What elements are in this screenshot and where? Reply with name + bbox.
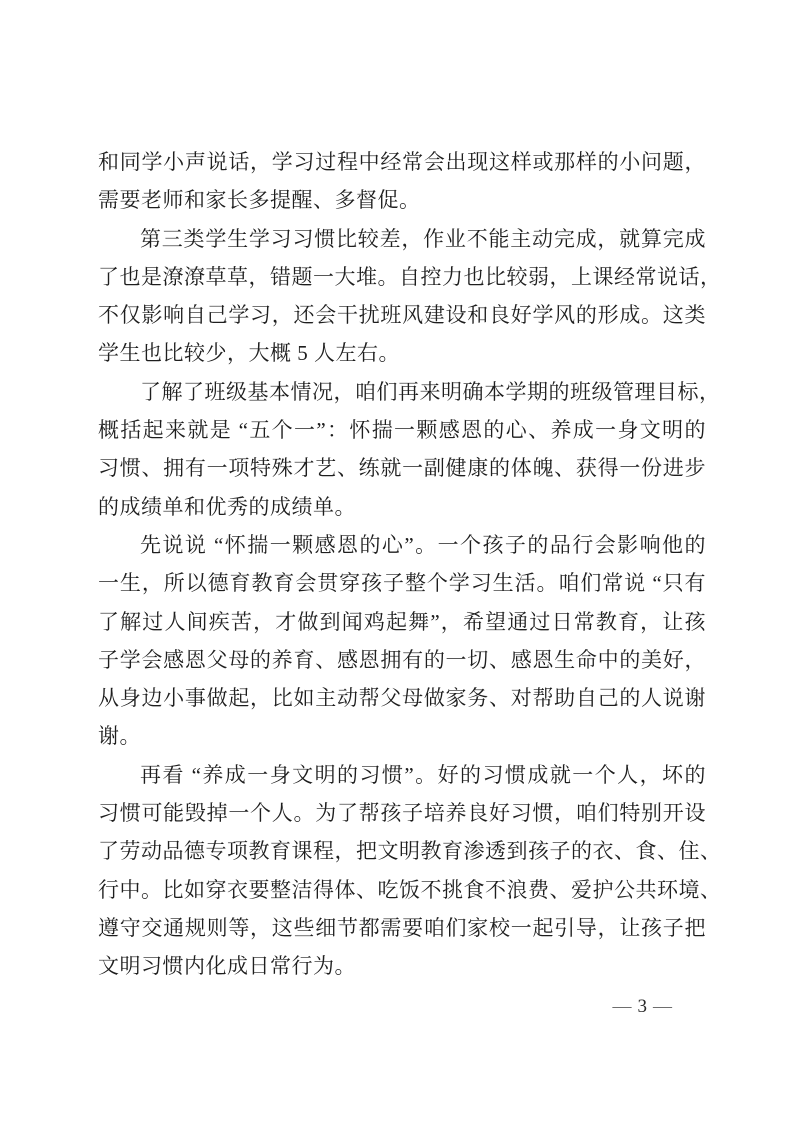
text-line: 学生也比较少，大概 5 人左右。 xyxy=(98,341,400,366)
paragraph xyxy=(98,220,722,373)
document-body xyxy=(98,143,722,986)
page-number-dash-left: — xyxy=(612,996,632,1017)
page-footer xyxy=(98,995,706,1019)
paragraph xyxy=(98,143,706,220)
paragraph xyxy=(98,526,706,756)
text-line: 不仅影响自己学习，还会干扰班风建设和良好学风的形成。这类 xyxy=(98,303,706,328)
text-line: 文明习惯内化成日常行为。 xyxy=(98,954,356,979)
text-line: 了解了班级基本情况，咱们再来明确本学期的班级管理目标， xyxy=(140,379,721,404)
text-line: 了劳动品德专项教育课程，把文明教育渗透到孩子的衣、食、住、 xyxy=(98,839,722,864)
page-number-dash-right: — xyxy=(653,996,672,1017)
text-line: 第三类学生学习习惯比较差，作业不能主动完成，就算完成 xyxy=(140,226,706,251)
text-line: 从身边小事做起，比如主动帮父母做家务、对帮助自己的人说谢 xyxy=(98,686,706,711)
paragraph xyxy=(98,373,721,526)
text-line: 了也是潦潦草草，错题一大堆。自控力也比较弱，上课经常说话， xyxy=(98,264,722,289)
text-line: 了解过人间疾苦，才做到闻鸡起舞”，希望通过日常教育，让孩 xyxy=(98,609,706,634)
text-line: 再看 “养成一身文明的习惯”。好的习惯成就一个人，坏的 xyxy=(140,762,706,787)
text-line: 的成绩单和优秀的成绩单。 xyxy=(98,494,356,519)
paragraph xyxy=(98,756,722,986)
text-line: 一生，所以德育教育会贯穿孩子整个学习生活。咱们常说 “只有 xyxy=(98,571,706,596)
text-line: 习惯、拥有一项特殊才艺、练就一副健康的体魄、获得一份进步 xyxy=(98,456,706,481)
page-number-value: 3 xyxy=(637,996,647,1017)
text-line: 遵守交通规则等，这些细节都需要咱们家校一起引导，让孩子把 xyxy=(98,915,706,940)
text-line: 习惯可能毁掉一个人。为了帮孩子培养良好习惯，咱们特别开设 xyxy=(98,801,706,826)
text-line: 子学会感恩父母的养育、感恩拥有的一切、感恩生命中的美好， xyxy=(98,647,706,672)
text-line: 概括起来就是 “五个一”：怀揣一颗感恩的心、养成一身文明的 xyxy=(98,418,706,443)
page-number xyxy=(607,995,679,1019)
text-line: 行中。比如穿衣要整洁得体、吃饭不挑食不浪费、爱护公共环境、 xyxy=(98,877,722,902)
text-line: 和同学小声说话，学习过程中经常会出现这样或那样的小问题， xyxy=(98,150,706,174)
text-line: 谢。 xyxy=(98,724,141,749)
text-line: 先说说 “怀揣一颗感恩的心”。一个孩子的品行会影响他的 xyxy=(140,532,706,557)
text-line: 需要老师和家长多提醒、多督促。 xyxy=(98,188,421,213)
